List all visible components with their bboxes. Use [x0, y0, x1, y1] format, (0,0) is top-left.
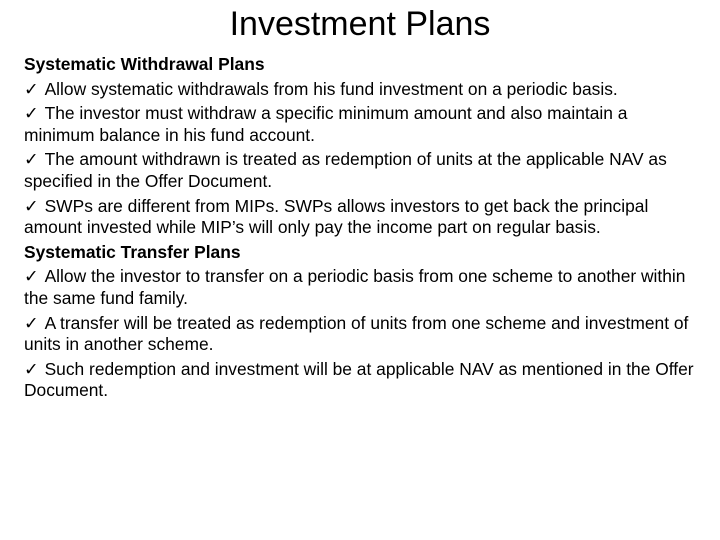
check-mark-icon: ✓ [24, 149, 39, 170]
bullet-text: The investor must withdraw a specific minimum amount and also maintain a minimum balance in his fund account. [24, 103, 628, 145]
check-mark-icon: ✓ [24, 358, 39, 379]
bullet-text: Allow the investor to transfer on a periodic basis from one scheme to another within the same fund family. [24, 266, 686, 308]
bullet-item [24, 313, 700, 356]
bullet-text: Allow systematic withdrawals from his fund investment on a periodic basis. [44, 78, 618, 99]
check-mark-icon: ✓ [24, 78, 39, 99]
slide-title: Investment Plans [229, 5, 491, 43]
check-mark-icon: ✓ [24, 266, 39, 287]
bullet-item [24, 103, 700, 146]
bullet-item [24, 359, 700, 402]
check-mark-icon: ✓ [24, 103, 39, 124]
bullet-item [24, 79, 700, 101]
section-heading-stp: Systematic Transfer Plans [24, 241, 241, 262]
bullet-item [24, 196, 700, 239]
bullet-text: SWPs are different from MIPs. SWPs allows investors to get back the principal amount invested while MIP’s will only pay the income part on regular basis. [24, 195, 649, 238]
bullet-text: A transfer will be treated as redemption of units from one scheme and investment of units in another scheme. [24, 312, 689, 355]
bullet-item [24, 266, 700, 309]
check-mark-icon: ✓ [24, 312, 39, 333]
check-mark-icon: ✓ [24, 195, 39, 216]
section-heading-swp: Systematic Withdrawal Plans [24, 54, 265, 74]
bullet-text: Such redemption and investment will be at applicable NAV as mentioned in the Offer Document. [24, 358, 694, 401]
slide-body [24, 54, 700, 405]
bullet-text: The amount withdrawn is treated as redemption of units at the applicable NAV as specified in the Offer Document. [24, 149, 667, 191]
bullet-item [24, 149, 700, 192]
